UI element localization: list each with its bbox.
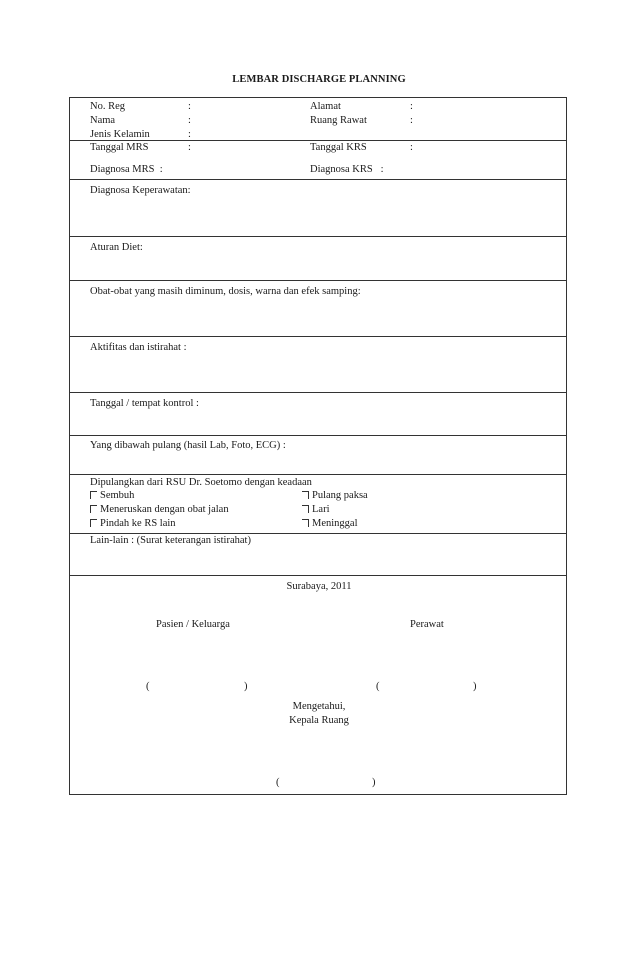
discharge-form [69,97,567,795]
aktifitas-label: Aktifitas dan istirahat : [90,342,187,353]
nurse-sign-close: ) [473,681,477,692]
checkbox-icon[interactable] [302,505,309,513]
patient-sign-open: ( [146,681,150,692]
kontrol-section [70,392,566,436]
dates-section [70,140,566,180]
aktifitas-section [70,336,566,393]
jenis-kelamin-label: Jenis Kelamin [90,129,150,140]
identity-section [70,98,566,140]
no-reg-colon: : [188,101,191,112]
nurse-sign-open: ( [376,681,380,692]
option-meneruskan-label: Meneruskan dengan obat jalan [100,504,229,515]
ruang-rawat-colon: : [410,115,413,126]
option-meninggal-label: Meninggal [312,518,358,529]
diagnosa-mrs-label: Diagnosa MRS : [90,164,163,175]
ruang-rawat-label: Ruang Rawat [310,115,367,126]
option-meninggal[interactable] [302,518,358,530]
checkbox-icon[interactable] [90,491,97,499]
diagnosa-keperawatan-label: Diagnosa Keperawatan: [90,185,191,196]
head-sign-open: ( [276,777,280,788]
tanggal-krs-label: Tanggal KRS [310,142,367,153]
tanggal-mrs-colon: : [188,142,191,153]
lain-lain-section [70,533,566,576]
kepala-ruang-label: Kepala Ruang [289,715,349,726]
option-lari[interactable] [302,504,330,516]
option-sembuh[interactable] [90,490,134,502]
tanggal-krs-colon: : [410,142,413,153]
no-reg-label: No. Reg [90,101,125,112]
kontrol-label: Tanggal / tempat kontrol : [90,398,199,409]
diagnosa-krs-label: Diagnosa KRS : [310,164,384,175]
option-pindah-label: Pindah ke RS lain [100,518,176,529]
alamat-label: Alamat [310,101,341,112]
checkbox-icon[interactable] [302,519,309,527]
obat-label: Obat-obat yang masih diminum, dosis, warna dan efek samping: [90,286,361,297]
option-pulang-paksa[interactable] [302,490,368,502]
aturan-diet-section [70,236,566,281]
place-year: Surabaya, 2011 [286,581,352,592]
option-sembuh-label: Sembuh [100,490,135,501]
aturan-diet-label: Aturan Diet: [90,242,143,253]
lain-lain-label: Lain-lain : (Surat keterangan istirahat) [90,535,251,546]
jenis-kelamin-colon: : [188,129,191,140]
nama-label: Nama [90,115,116,126]
dibawah-pulang-section [70,435,566,475]
patient-family-label: Pasien / Keluarga [156,619,230,630]
diagnosa-keperawatan-section [70,179,566,237]
obat-section [70,280,566,337]
nurse-label: Perawat [410,619,444,630]
discharge-condition-section [70,474,566,534]
option-meneruskan[interactable] [90,504,229,516]
form-title: LEMBAR DISCHARGE PLANNING [232,74,406,85]
tanggal-mrs-label: Tanggal MRS [90,142,149,153]
patient-sign-close: ) [244,681,248,692]
signature-section [70,575,566,797]
alamat-colon: : [410,101,413,112]
checkbox-icon[interactable] [302,491,309,499]
option-lari-label: Lari [312,504,330,515]
checkbox-icon[interactable] [90,519,97,527]
dibawah-pulang-label: Yang dibawah pulang (hasil Lab, Foto, ECG) : [90,440,286,451]
nama-colon: : [188,115,191,126]
mengetahui-label: Mengetahui, [292,701,346,712]
option-pindah[interactable] [90,518,176,530]
discharge-header: Dipulangkan dari RSU Dr. Soetomo dengan keadaan [90,477,312,488]
head-sign-close: ) [372,777,376,788]
option-pulang-paksa-label: Pulang paksa [312,490,368,501]
checkbox-icon[interactable] [90,505,97,513]
